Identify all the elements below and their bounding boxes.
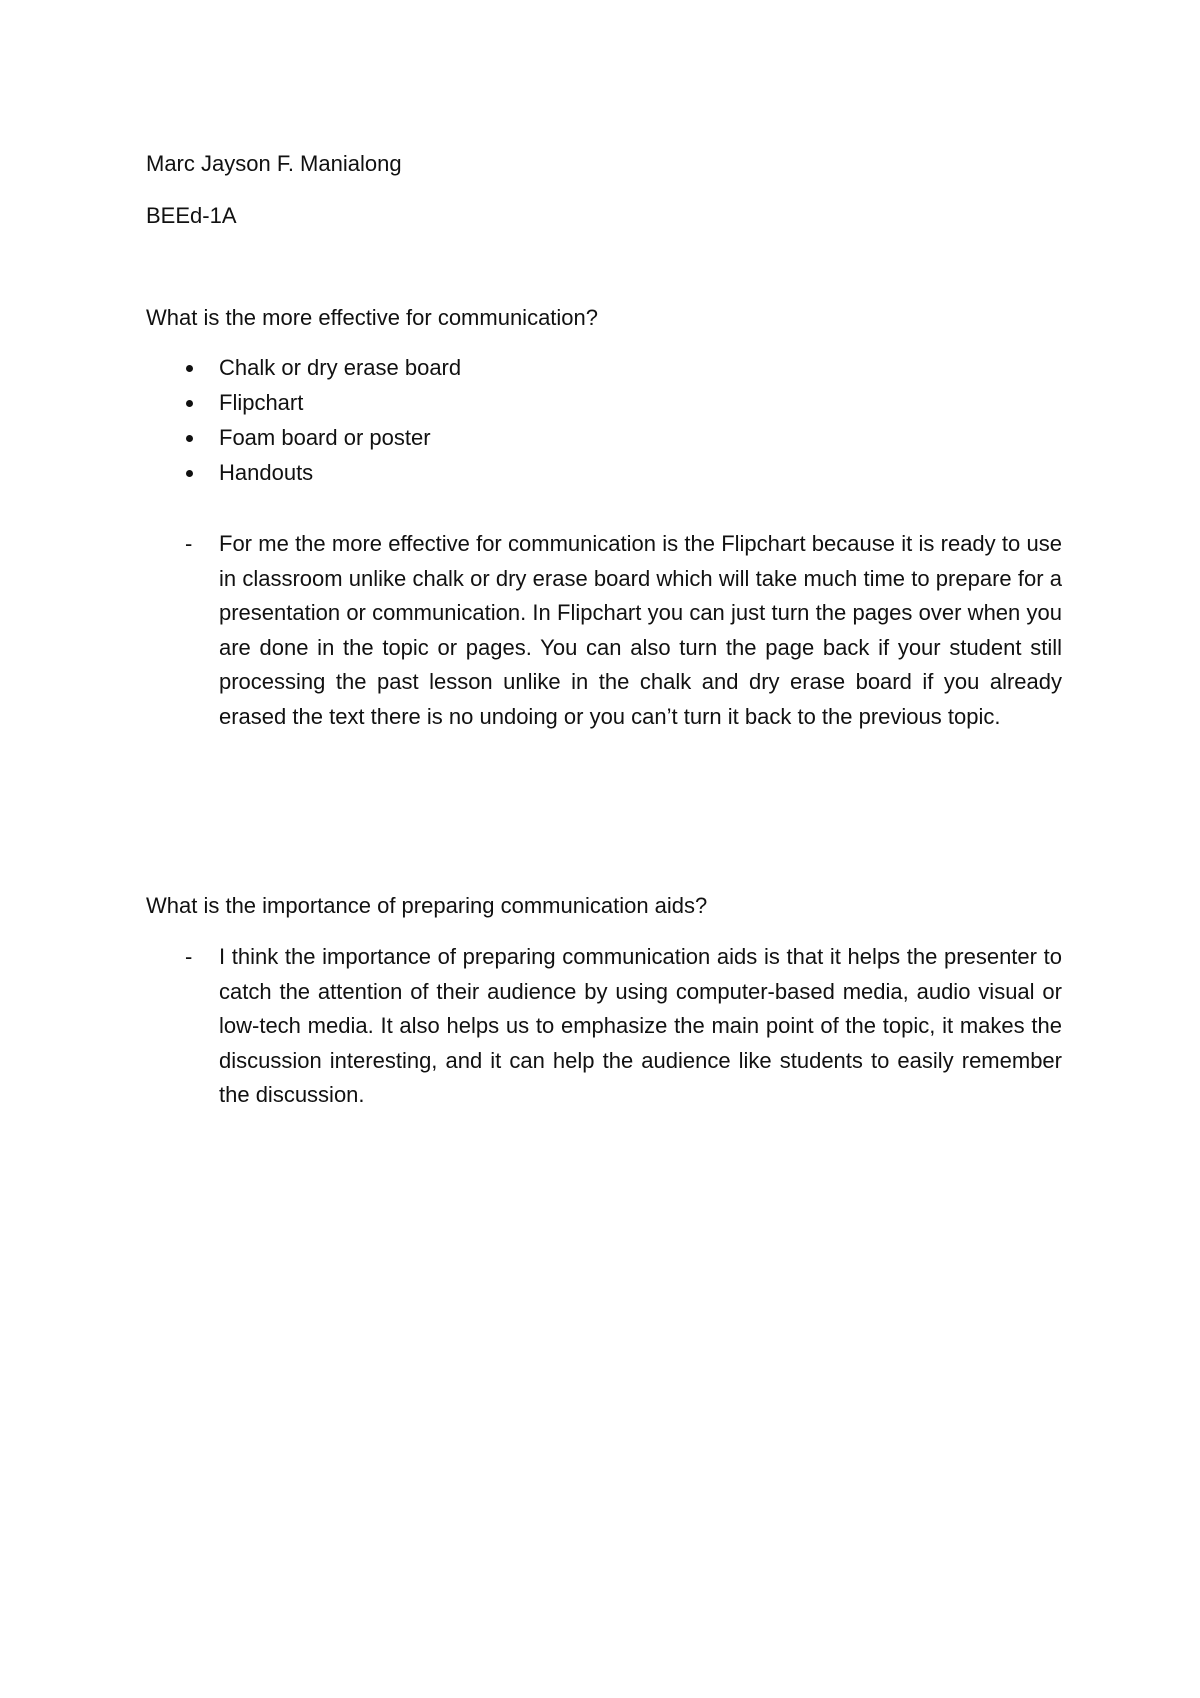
dash-marker: - xyxy=(185,531,193,556)
answer-paragraph: For me the more effective for communication is the Flipchart because it is ready to use in classroom unlike chalk or dry erase board which will take much time to prepare for a presentation or communication. In Flipchart you can just turn the pages over when you are done in the topic or pages. You can also turn the page back if your student still processing the past lesson unlike in the chalk and dry erase board if you already erased the text there is no undoing or you can’t turn it back to the previous topic. xyxy=(219,531,1062,729)
dash-marker: - xyxy=(185,944,193,969)
list-item xyxy=(146,354,461,389)
option-label: Foam board or poster xyxy=(219,425,431,450)
bullet-icon xyxy=(186,470,193,477)
question-1-prompt: What is the more effective for communication? xyxy=(146,305,599,330)
list-item xyxy=(146,389,461,424)
option-label: Handouts xyxy=(219,460,314,485)
class-section: BEEd-1A xyxy=(146,203,237,228)
bullet-icon xyxy=(186,435,193,442)
list-item xyxy=(146,459,461,494)
option-label: Flipchart xyxy=(219,390,304,415)
answer-paragraph: I think the importance of preparing communication aids is that it helps the presenter to catch the attention of their audience by using computer-based media, audio visual or low-tech media. It also helps us to emphasize the main point of the topic, it makes the discussion interesting, and it can help the audience like students to easily remember the discussion. xyxy=(219,944,1062,1108)
list-item xyxy=(146,424,461,459)
communication-options-list xyxy=(146,354,461,494)
question-2-prompt: What is the importance of preparing communication aids? xyxy=(146,893,708,918)
bullet-icon xyxy=(186,365,193,372)
option-label: Chalk or dry erase board xyxy=(219,355,462,380)
bullet-icon xyxy=(186,400,193,407)
author-name: Marc Jayson F. Manialong xyxy=(146,151,402,176)
